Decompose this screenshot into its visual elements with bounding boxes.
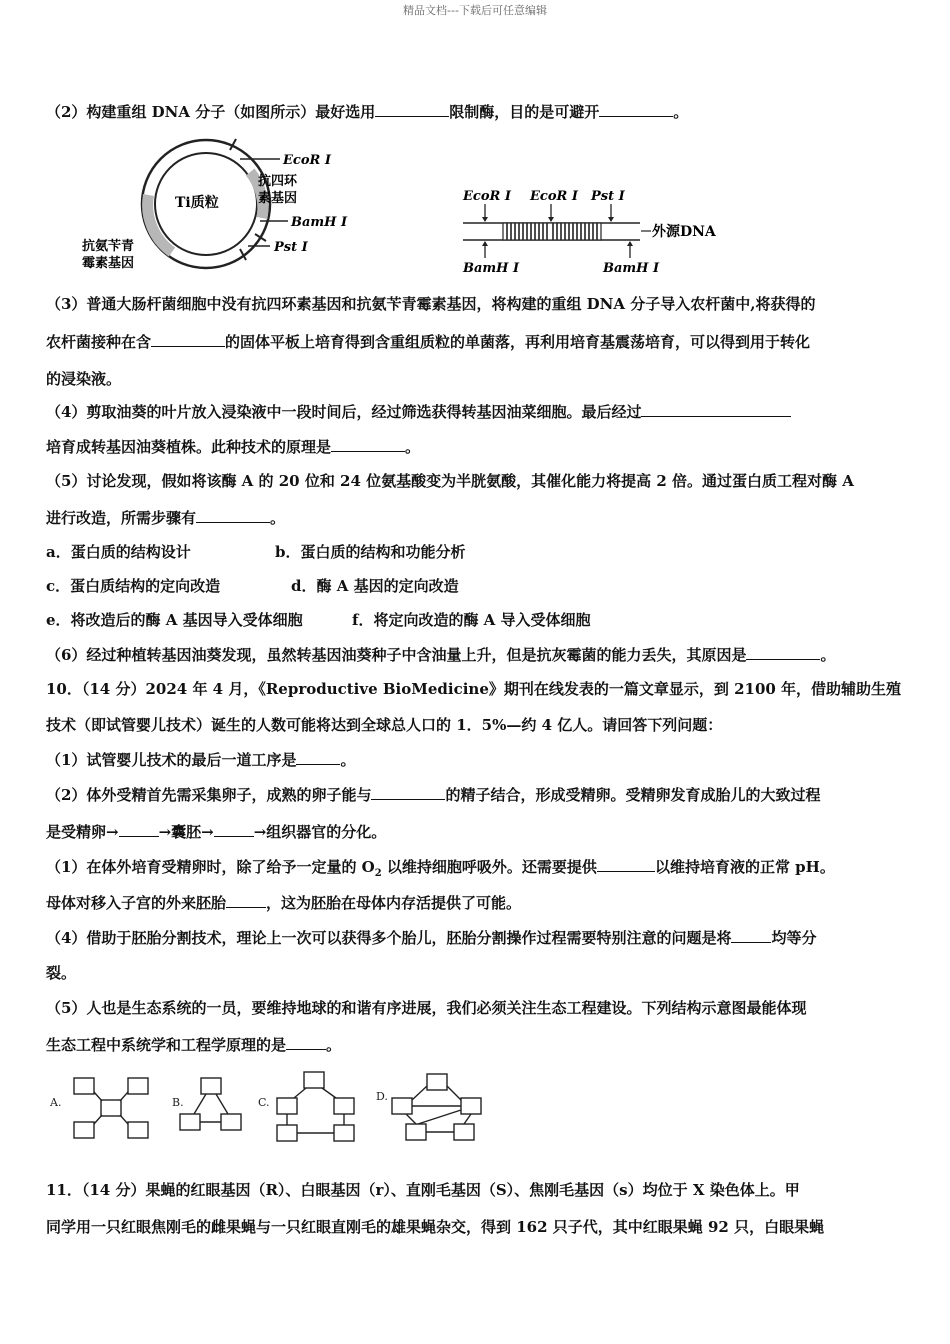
option-a: a．蛋白质的结构设计 [46, 543, 191, 561]
tet-label-2: 素基因 [258, 191, 298, 206]
ecori-label-2: EcoR Ⅰ [530, 189, 578, 204]
blank[interactable] [119, 822, 159, 837]
page-header: 精品文档---下载后可任意编辑 [403, 4, 547, 17]
q9-part5-line1: （5）讨论发现，假如将该酶 A 的 20 位和 24 位氨基酸变为半胱氨酸，其催化能力将提高 2 倍。通过蛋白质工程对酶 A [46, 472, 854, 490]
q10-part4-line1: （4）借助于胚胎分割技术，理论上一次可以获得多个胎儿，胚胎分割操作过程需要特别注意的问题是将 均等分 [46, 929, 817, 947]
q9-part4-line1: （4）剪取油葵的叶片放入浸染液中一段时间后，经过筛选获得转基因油菜细胞。最后经过 [46, 402, 791, 422]
option-c: c．蛋白质结构的定向改造 [46, 577, 221, 595]
plasmid-label: Ti质粒 [175, 195, 219, 211]
q10-stem-line1: 10．（14 分）2024 年 4 月，《Reproductive BioMedicine》期刊在线发表的一篇文章显示，到 2100 年，借助辅助生殖 [46, 680, 902, 698]
q11-stem-line1: 11．（14 分）果蝇的红眼基因（R）、白眼基因（r）、直刚毛基因（S）、焦刚毛基因（s）均位于 X 染色体上。甲 [46, 1181, 800, 1199]
q10-stem-line2: 技术（即试管婴儿技术）诞生的人数可能将达到全球总人口的 1．5%—约 4 亿人。请回答下列问题： [46, 716, 723, 734]
q10-part1: （1）试管婴儿技术的最后一道工序是 。 [46, 751, 356, 769]
bamhi-label-2: BamH Ⅰ [603, 261, 660, 276]
blank[interactable] [599, 102, 673, 117]
option-b-label: B. [172, 1096, 184, 1109]
blank[interactable] [151, 332, 225, 347]
option-d: d．酶 A 基因的定向改造 [291, 577, 459, 595]
blank[interactable] [214, 822, 254, 837]
amp-label-2: 霉素基因 [82, 256, 135, 271]
ti-plasmid-figure [80, 135, 350, 280]
foreign-dna-figure [455, 180, 725, 280]
q10-part3-line2: 母体对移入子宫的外来胚胎 ，这为胚胎在母体内存活提供了可能。 [46, 894, 522, 912]
q10-part3-line1: （1）在体外培育受精卵时，除了给予一定量的 $O_2$ 以维持细胞呼吸外。还需要提供 以维持培育液的正常 pH。 [46, 858, 835, 879]
q9-part3-line3: 的浸染液。 [46, 370, 122, 388]
q11-stem-line2: 同学用一只红眼焦刚毛的雌果蝇与一只红眼直刚毛的雄果蝇杂交，得到 162 只子代，其中红眼果蝇 92 只，白眼果蝇 [46, 1218, 825, 1236]
bamhi-label: BamH Ⅰ [291, 215, 348, 230]
ecosystem-structure-figure [46, 1070, 496, 1165]
blank[interactable] [731, 928, 771, 943]
option-a-label: A. [50, 1096, 62, 1109]
q10-part2-line1: （2）体外受精首先需采集卵子，成熟的卵子能与 的精子结合，形成受精卵。受精卵发育成胎儿的大致过程 [46, 786, 821, 804]
q10-part2-line2: 是受精卵→ →囊胚→ →组织器官的分化。 [46, 823, 387, 841]
option-f: f．将定向改造的酶 A 导入受体细胞 [352, 611, 591, 629]
blank[interactable] [375, 102, 449, 117]
blank[interactable] [296, 750, 340, 765]
blank[interactable] [641, 402, 791, 417]
dna-label: 外源DNA [652, 224, 716, 240]
option-b: b．蛋白质的结构和功能分析 [275, 543, 466, 561]
psti-label: Pst Ⅰ [591, 189, 625, 204]
blank[interactable] [226, 893, 266, 908]
blank[interactable] [196, 508, 270, 523]
option-d-label: D. [376, 1090, 388, 1103]
q9-part2: （2）构建重组 DNA 分子（如图所示）最好选用 限制酶，目的是可避开 。 [46, 103, 689, 121]
q9-part5-line2: 进行改造，所需步骤有 。 [46, 509, 286, 527]
ecori-label-1: EcoR Ⅰ [463, 189, 511, 204]
blank[interactable] [597, 857, 655, 872]
q9-part6: （6）经过种植转基因油葵发现，虽然转基因油葵种子中含油量上升，但是抗灰霉菌的能力丢失，其原因是 。 [46, 646, 836, 664]
tet-label-1: 抗四环 [258, 174, 298, 189]
q9-part3-line2: 农杆菌接种在含 的固体平板上培育得到含重组质粒的单菌落，再利用培育基震荡培育，可以得到用于转化 [46, 333, 811, 351]
blank[interactable] [286, 1035, 326, 1050]
amp-label-1: 抗氨苄青 [82, 239, 135, 254]
q10-part4-line2: 裂。 [46, 964, 77, 982]
ecori-label: EcoR Ⅰ [283, 153, 331, 168]
psti-label: Pst Ⅰ [274, 240, 308, 255]
q9-part4-line2: 培育成转基因油葵植株。此种技术的原理是 。 [46, 438, 421, 456]
blank[interactable] [371, 785, 445, 800]
q10-part5-line2: 生态工程中系统学和工程学原理的是 。 [46, 1036, 342, 1054]
bamhi-label-1: BamH Ⅰ [463, 261, 520, 276]
blank[interactable] [746, 645, 820, 660]
blank[interactable] [331, 437, 405, 452]
option-e: e．将改造后的酶 A 基因导入受体细胞 [46, 611, 303, 629]
option-c-label: C. [258, 1096, 270, 1109]
q10-part5-line1: （5）人也是生态系统的一员，要维持地球的和谐有序进展，我们必须关注生态工程建设。下列结构示意图最能体现 [46, 999, 807, 1017]
q9-part3-line1: （3）普通大肠杆菌细胞中没有抗四环素基因和抗氨苄青霉素基因，将构建的重组 DNA 分子导入农杆菌中,将获得的 [46, 295, 816, 313]
